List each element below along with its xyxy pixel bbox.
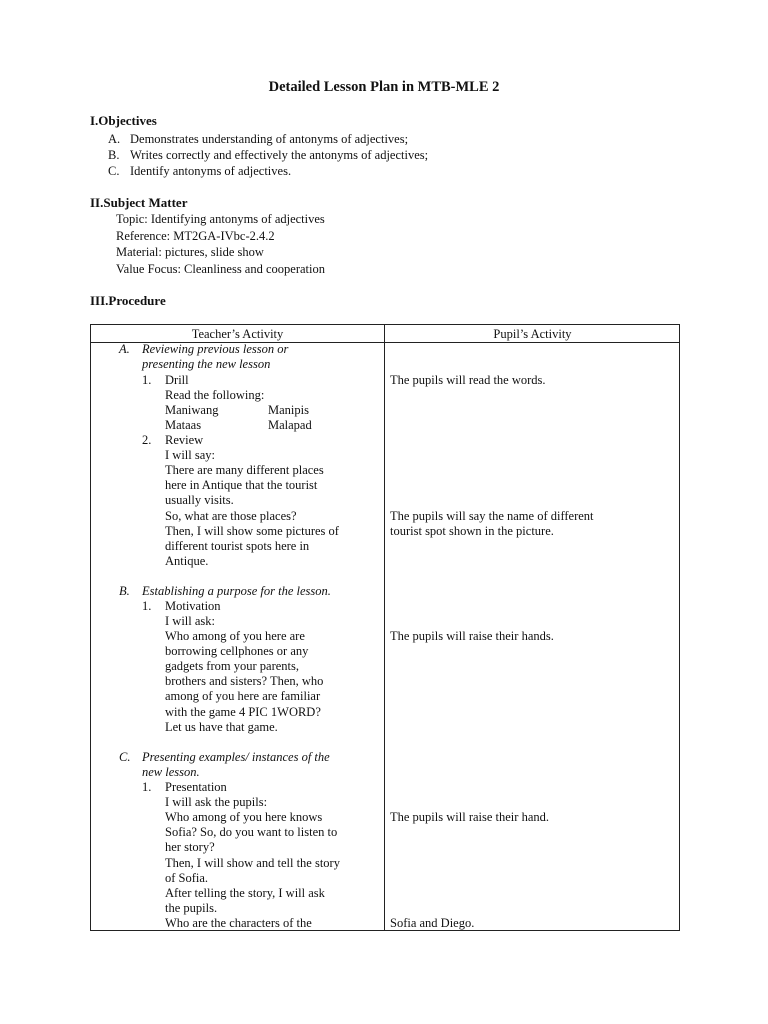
objectives-heading: I.Objectives: [90, 113, 157, 128]
motivation-text: among of you here are familiar: [165, 689, 321, 703]
drill-instruction: Read the following:: [165, 388, 265, 402]
motivation-text: I will ask:: [165, 614, 215, 628]
motivation-text: Who among of you here are: [165, 629, 305, 643]
drill-label: Drill: [165, 373, 189, 387]
section-a-marker: A.: [119, 342, 130, 356]
motivation-text: brothers and sisters? Then, who: [165, 674, 324, 688]
review-text: I will say:: [165, 448, 215, 462]
subject-matter-heading: II.Subject Matter: [90, 195, 188, 210]
objective-item: B. Writes correctly and effectively the antonyms of adjectives;: [108, 148, 429, 162]
review-text: Then, I will show some pictures of: [165, 524, 339, 538]
review-text: here in Antique that the tourist: [165, 478, 318, 492]
presentation-text: of Sofia.: [165, 871, 209, 885]
presentation-text: Who among of you here knows: [165, 810, 323, 824]
motivation-label: Motivation: [165, 599, 221, 613]
pupil-response: Sofia and Diego.: [390, 916, 475, 930]
subject-reference: Reference: MT2GA-IVbc-2.4.2: [116, 228, 275, 243]
presentation-label: Presentation: [165, 780, 227, 794]
motivation-number: 1.: [142, 599, 152, 613]
review-number: 2.: [142, 433, 152, 447]
review-label: Review: [165, 433, 204, 447]
presentation-text: Who are the characters of the: [165, 916, 312, 930]
pupil-response: The pupils will read the words.: [390, 373, 546, 387]
presentation-text: her story?: [165, 840, 215, 854]
procedure-heading: III.Procedure: [90, 293, 166, 308]
column-divider: [384, 325, 385, 930]
drill-word: Maniwang: [165, 403, 219, 417]
review-text: There are many different places: [165, 463, 324, 477]
presentation-text: After telling the story, I will ask: [165, 886, 325, 900]
review-text: usually visits.: [165, 493, 234, 507]
drill-word: Mataas: [165, 418, 202, 432]
presentation-number: 1.: [142, 780, 152, 794]
teacher-column-header: Teacher’s Activity: [191, 327, 284, 341]
motivation-text: Let us have that game.: [165, 720, 278, 734]
motivation-text: gadgets from your parents,: [165, 659, 299, 673]
pupil-response: tourist spot shown in the picture.: [390, 524, 554, 538]
motivation-text: with the game 4 PIC 1WORD?: [165, 705, 321, 719]
presentation-text: I will ask the pupils:: [165, 795, 268, 809]
section-a-title: Reviewing previous lesson or: [142, 342, 289, 356]
subject-value-focus: Value Focus: Cleanliness and cooperation: [116, 261, 325, 276]
objective-item: A. Demonstrates understanding of antonyms of adjectives;: [108, 132, 409, 146]
presentation-text: the pupils.: [165, 901, 218, 915]
objectives-list: [108, 131, 428, 179]
objective-item: C. Identify antonyms of adjectives.: [108, 164, 292, 178]
review-text: Antique.: [165, 554, 209, 568]
subject-matter-list: [116, 211, 325, 277]
section-b-title: Establishing a purpose for the lesson.: [142, 584, 331, 598]
subject-material: Material: pictures, slide show: [116, 245, 264, 259]
drill-number: 1.: [142, 373, 152, 387]
section-b-marker: B.: [119, 584, 130, 598]
section-c-marker: C.: [119, 750, 131, 764]
motivation-text: borrowing cellphones or any: [165, 644, 309, 658]
subject-topic: Topic: Identifying antonyms of adjectives: [116, 212, 325, 226]
section-a-title: presenting the new lesson: [142, 357, 271, 371]
pupil-response: The pupils will raise their hands.: [390, 629, 554, 643]
presentation-text: Then, I will show and tell the story: [165, 856, 340, 870]
pupil-column-header: Pupil’s Activity: [493, 327, 572, 341]
section-c-title: Presenting examples/ instances of the: [142, 750, 330, 764]
pupil-response: The pupils will say the name of different: [390, 509, 594, 523]
drill-word: Malapad: [268, 418, 312, 432]
drill-word: Manipis: [268, 403, 309, 417]
page-title: Detailed Lesson Plan in MTB-MLE 2: [268, 79, 500, 95]
presentation-text: Sofia? So, do you want to listen to: [165, 825, 338, 839]
review-text: different tourist spots here in: [165, 539, 310, 553]
section-c-title: new lesson.: [142, 765, 200, 779]
pupil-response: The pupils will raise their hand.: [390, 810, 549, 824]
review-text: So, what are those places?: [165, 509, 297, 523]
